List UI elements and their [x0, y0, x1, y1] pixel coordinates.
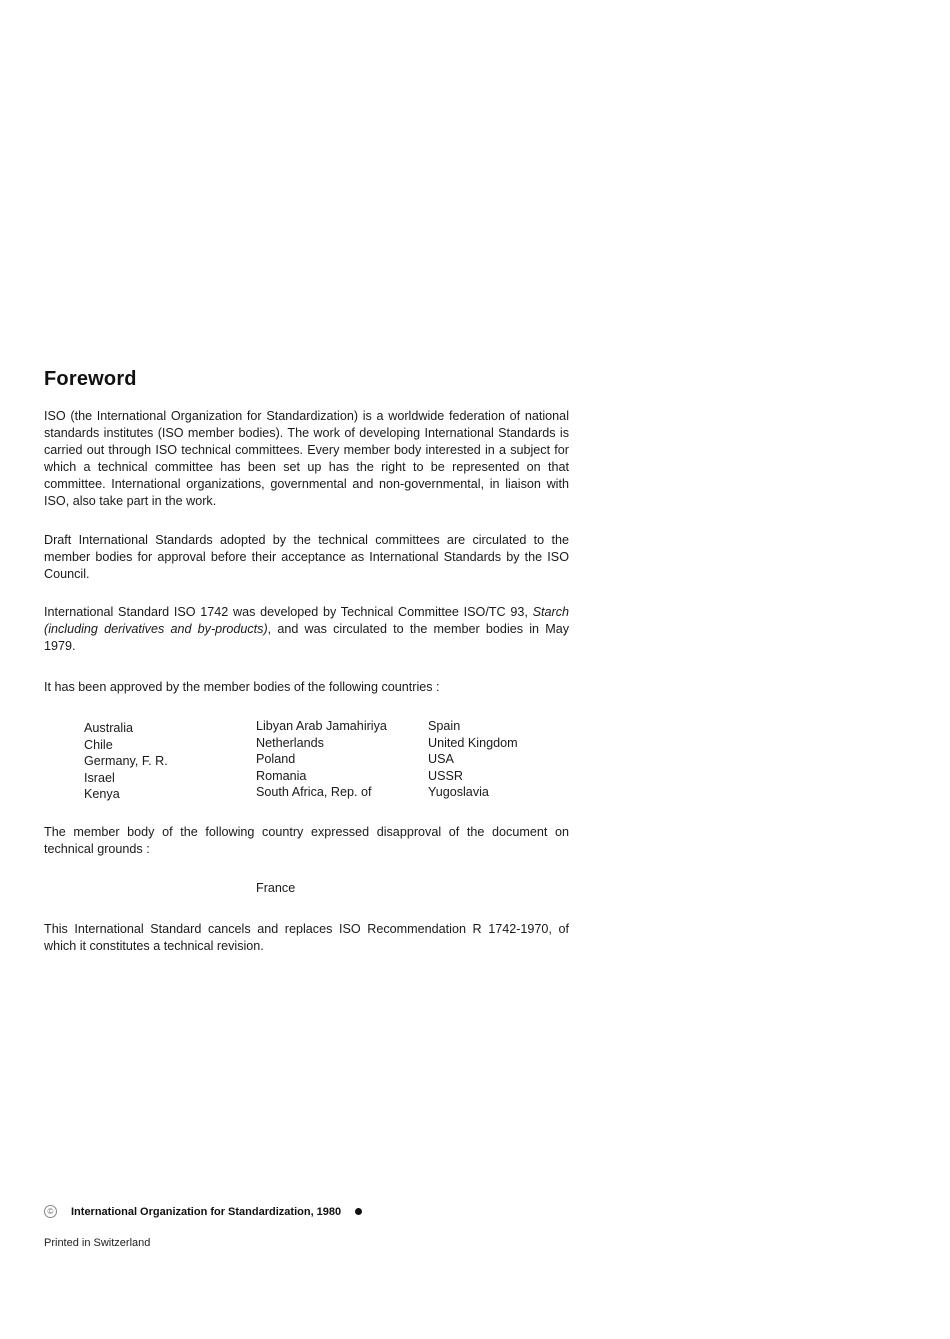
copyright-line	[44, 1205, 362, 1218]
disapproving-country: France	[256, 881, 296, 895]
country-item: Spain	[428, 719, 461, 733]
country-item: Romania	[256, 768, 307, 783]
paragraph-approval: It has been approved by the member bodies of the following countries :	[44, 680, 440, 694]
committee-title: Starch (including derivatives and by-products)	[44, 605, 569, 636]
development-text-start: International Standard ISO 1742 was developed by Technical Committee ISO/TC 93,	[44, 605, 528, 619]
country-item: Australia	[84, 721, 133, 735]
country-item: Chile	[84, 737, 113, 752]
paragraph-iso-intro: ISO (the International Organization for Standardization) is a worldwide federation of national standards institutes (ISO member bodies). The work of developing International Standards is carried out through ISO technical committees. Every member body interested in a subject for which a technical committee has been set up has the right to be represented on that committee. International organizations, governmental and non-governmental, in liaison with ISO, also take part in the work.	[44, 409, 569, 508]
development-text-end: , and was circulated to the member bodies in May 1979.	[44, 622, 569, 653]
copyright-text: International Organization for Standardization, 1980	[71, 1205, 342, 1218]
country-item: South Africa, Rep. of	[256, 785, 372, 800]
country-column-2	[256, 718, 387, 801]
country-item: Poland	[256, 752, 296, 767]
country-column-3	[428, 718, 518, 801]
paragraph-replacement: This International Standard cancels and replaces ISO Recommendation R 1742-1970, of which it constitutes a technical revision.	[44, 922, 569, 953]
paragraph-draft-standards: Draft International Standards adopted by the technical committees are circulated to the member bodies for approval before their acceptance as International Standards by the ISO Council.	[44, 533, 569, 581]
country-item: USA	[428, 752, 454, 767]
country-item: Kenya	[84, 787, 120, 802]
country-item: Yugoslavia	[428, 785, 489, 800]
paragraph-development	[44, 604, 569, 655]
country-item: Netherlands	[256, 735, 324, 750]
paragraph-disapproval: The member body of the following country expressed disapproval of the document on technical grounds :	[44, 825, 569, 856]
copyright-icon: ©	[44, 1205, 57, 1218]
country-item: Libyan Arab Jamahiriya	[256, 719, 387, 733]
printed-in: Printed in Switzerland	[44, 1237, 151, 1249]
bullet-dot-icon	[355, 1208, 362, 1215]
country-item: United Kingdom	[428, 735, 518, 750]
page-title: Foreword	[44, 368, 137, 390]
country-item: USSR	[428, 768, 463, 783]
country-item: Germany, F. R.	[84, 754, 168, 769]
country-item: Israel	[84, 770, 115, 785]
country-column-1	[84, 720, 168, 803]
approving-countries-list	[84, 718, 574, 808]
